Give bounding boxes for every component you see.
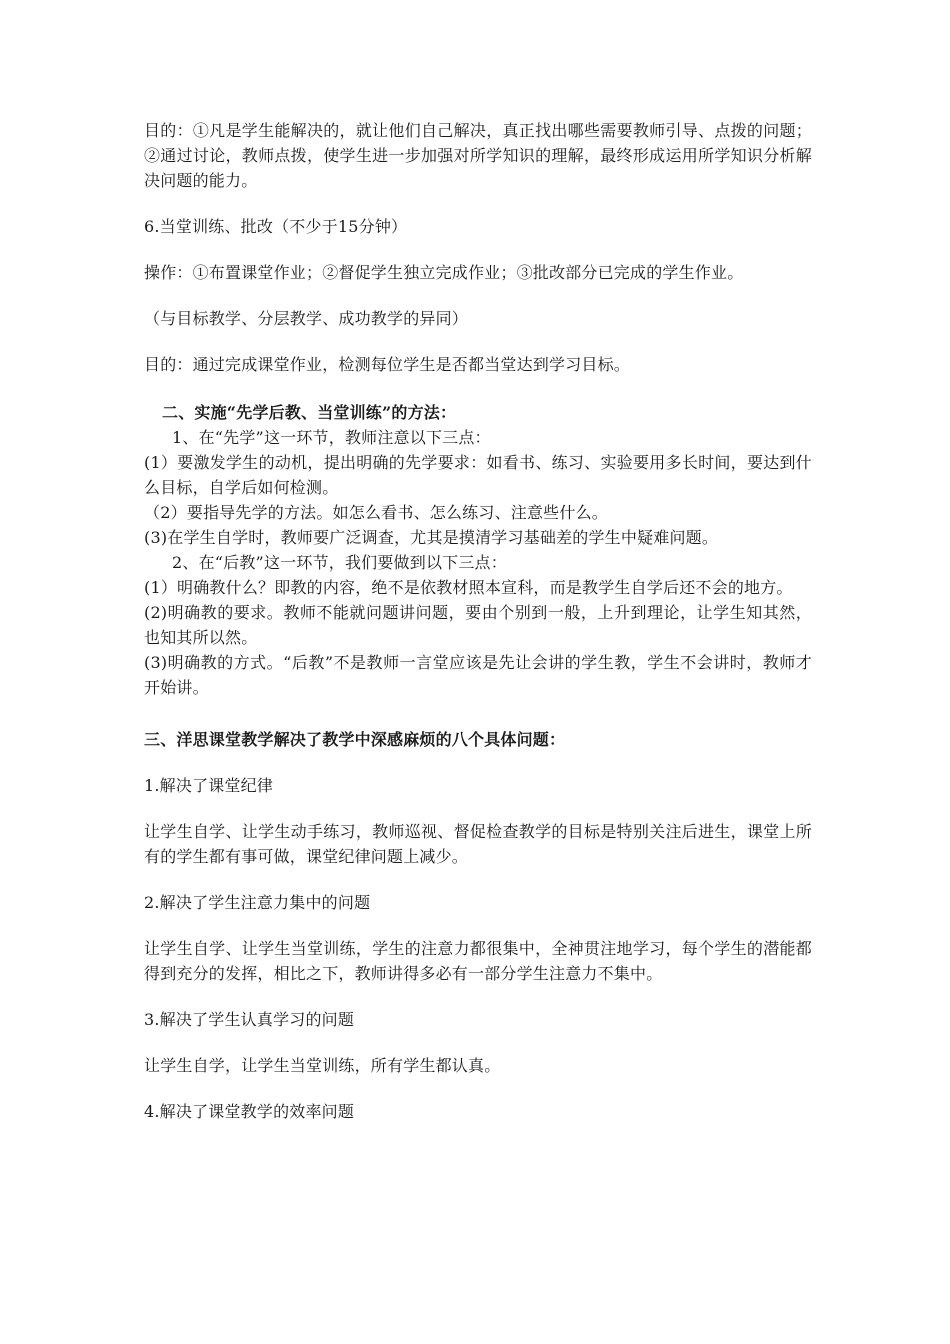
- subsection-1-item-3: (3)在学生自学时，教师要广泛调查，尤其是摸清学习基础差的学生中疑难问题。: [144, 528, 719, 547]
- subsection-2-item-2: (2)明确教的要求。教师不能就问题讲问题，要由个别到一般，上升到理论，让学生知其然，也知其所以然。: [144, 603, 812, 647]
- item-3-text: 让学生自学，让学生当堂训练，所有学生都认真。: [144, 1056, 501, 1075]
- item-1-text: 让学生自学、让学生动手练习，教师巡视、督促检查教学的目标是特别关注后进生，课堂上所有的学生都有事可做，课堂纪律问题上减少。: [144, 822, 812, 866]
- subsection-2-item-1: (1）明确教什么？即教的内容，绝不是依教材照本宣科，而是教学生自学后还不会的地方。: [144, 578, 793, 597]
- paragraph-comparison-note: （与目标教学、分层教学、成功教学的异同）: [144, 309, 469, 328]
- paragraph-operation: 操作：①布置课堂作业；②督促学生独立完成作业；③批改部分已完成的学生作业。: [144, 263, 744, 282]
- section-3-heading: 三、洋思课堂教学解决了教学中深感麻烦的八个具体问题：: [144, 730, 566, 749]
- subsection-1-heading: 1、在“先学”这一环节，教师注意以下三点：: [172, 428, 491, 447]
- step-6-heading: 6.当堂训练、批改（不少于15分钟）: [144, 217, 408, 236]
- document-page: [144, 118, 812, 1124]
- subsection-1-item-1: (1）要激发学生的动机，提出明确的先学要求：如看书、练习、实验要用多长时间，要达到什么目标，自学后如何检测。: [144, 453, 812, 497]
- item-4-heading: 4.解决了课堂教学的效率问题: [144, 1102, 355, 1121]
- item-3-heading: 3.解决了学生认真学习的问题: [144, 1010, 355, 1029]
- item-2-text: 让学生自学、让学生当堂训练，学生的注意力都很集中，全神贯注地学习，每个学生的潜能都得到充分的发挥，相比之下，教师讲得多必有一部分学生注意力不集中。: [144, 939, 812, 983]
- section-2-heading: 二、实施“先学后教、当堂训练”的方法：: [162, 403, 457, 422]
- item-1-heading: 1.解决了课堂纪律: [144, 776, 274, 795]
- subsection-2-item-3: (3)明确教的方式。“后教”不是教师一言堂应该是先让会讲的学生教，学生不会讲时，教师才开始讲。: [144, 653, 812, 697]
- item-2-heading: 2.解决了学生注意力集中的问题: [144, 893, 371, 912]
- paragraph-purpose-2: 目的：通过完成课堂作业，检测每位学生是否都当堂达到学习目标。: [144, 355, 631, 374]
- subsection-2-heading: 2、在“后教”这一环节，我们要做到以下三点：: [172, 553, 507, 572]
- paragraph-purpose-1: 目的：①凡是学生能解决的，就让他们自己解决，真正找出哪些需要教师引导、点拨的问题；②通过讨论，教师点拨，使学生进一步加强对所学知识的理解，最终形成运用所学知识分析解决问题的能力。: [144, 121, 812, 190]
- subsection-1-item-2: （2）要指导先学的方法。如怎么看书、怎么练习、注意些什么。: [144, 503, 608, 522]
